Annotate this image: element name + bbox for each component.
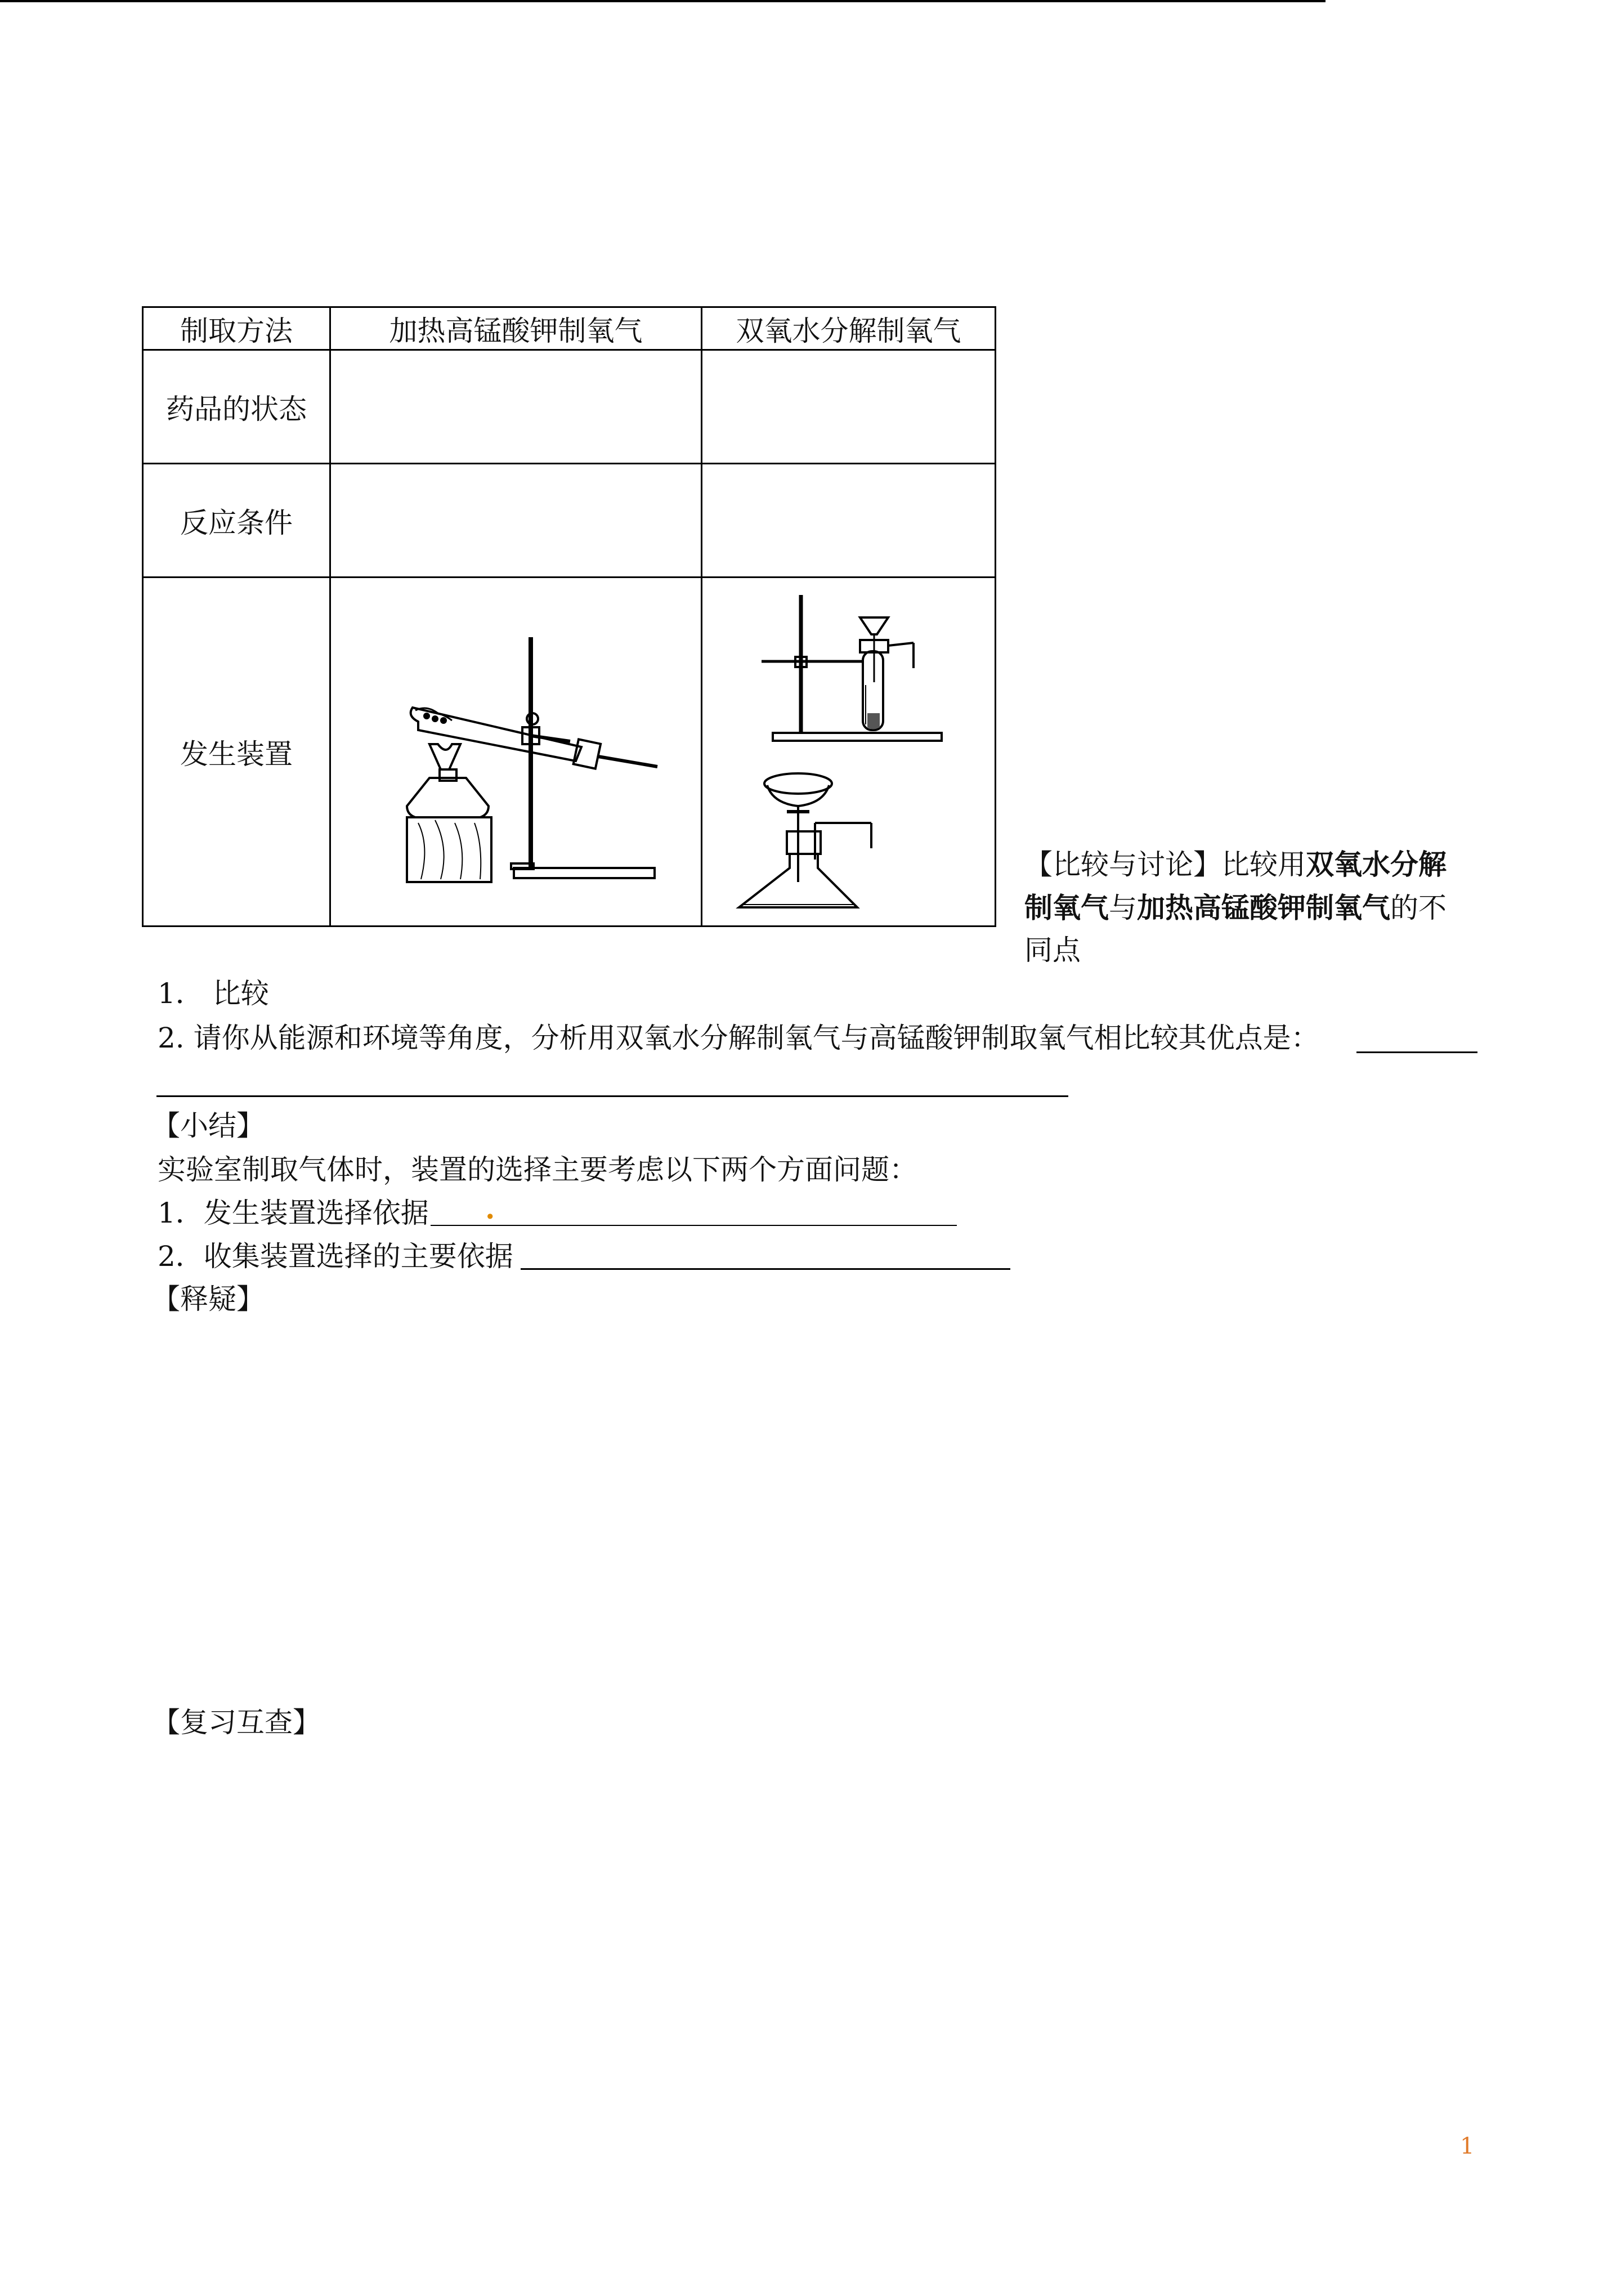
compare-prefix: 【比较与讨论】比较用 [1024, 848, 1306, 881]
compare-line-1 [1024, 843, 1447, 886]
heating-apparatus-illustration [396, 632, 660, 890]
compare-bold-kmno4: 加热高锰酸钾制氧气 [1137, 891, 1390, 924]
compare-line-2 [1024, 887, 1447, 929]
compare-suffix: 的不 [1390, 892, 1447, 924]
header-method: 制取方法 [143, 307, 330, 350]
table-row [143, 350, 996, 464]
summary-q2: 2．收集装置选择的主要依据 [158, 1240, 513, 1273]
item-1-compare: 1． 比较 [158, 977, 269, 1010]
summary-q1: 1．发生装置选择依据 [158, 1197, 429, 1229]
header-h2o2: 双氧水分解制氧气 [702, 307, 996, 350]
h2o2-apparatus-cell [702, 578, 996, 927]
row-label-state: 药品的状态 [143, 350, 330, 464]
summary-heading: 【小结】 [152, 1109, 265, 1142]
answer-line-q2 [521, 1268, 1010, 1270]
row-label-apparatus: 发生装置 [143, 578, 330, 927]
answer-line-q1 [431, 1225, 957, 1226]
cell-condition-h2o2 [702, 464, 996, 578]
compare-line-3: 同点 [1024, 934, 1081, 966]
comparison-table [142, 306, 996, 927]
section-fuxi: 【复习互查】 [152, 1706, 321, 1739]
table-header-row [143, 307, 996, 350]
test-tube-apparatus-illustration [750, 584, 953, 753]
answer-line-item2 [1356, 1051, 1477, 1053]
summary-intro: 实验室制取气体时，装置的选择主要考虑以下两个方面问题： [158, 1153, 917, 1186]
header-rule [0, 0, 1326, 2]
kmno4-apparatus-cell [330, 578, 702, 927]
compare-bold-o2: 制氧气 [1024, 891, 1109, 924]
cell-condition-kmno4 [330, 464, 702, 578]
section-shiyi: 【释疑】 [152, 1283, 265, 1315]
table-row [143, 578, 996, 927]
item-2-question: 2. 请你从能源和环境等角度，分析用双氧水分解制氧气与高锰酸钾制取氧气相比较其优点是： [158, 1022, 1319, 1054]
header-kmno4: 加热高锰酸钾制氧气 [330, 307, 702, 350]
table-row [143, 464, 996, 578]
compare-bold-h2o2: 双氧水分解 [1306, 848, 1447, 881]
answer-line-item2-cont [156, 1095, 1068, 1097]
cell-state-kmno4 [330, 350, 702, 464]
compare-mid: 与 [1109, 892, 1137, 924]
page-number: 1 [1460, 2133, 1475, 2159]
flask-apparatus-illustration [731, 769, 899, 916]
row-label-condition: 反应条件 [143, 464, 330, 578]
cell-state-h2o2 [702, 350, 996, 464]
summary-q1-dot: . [485, 1192, 495, 1225]
